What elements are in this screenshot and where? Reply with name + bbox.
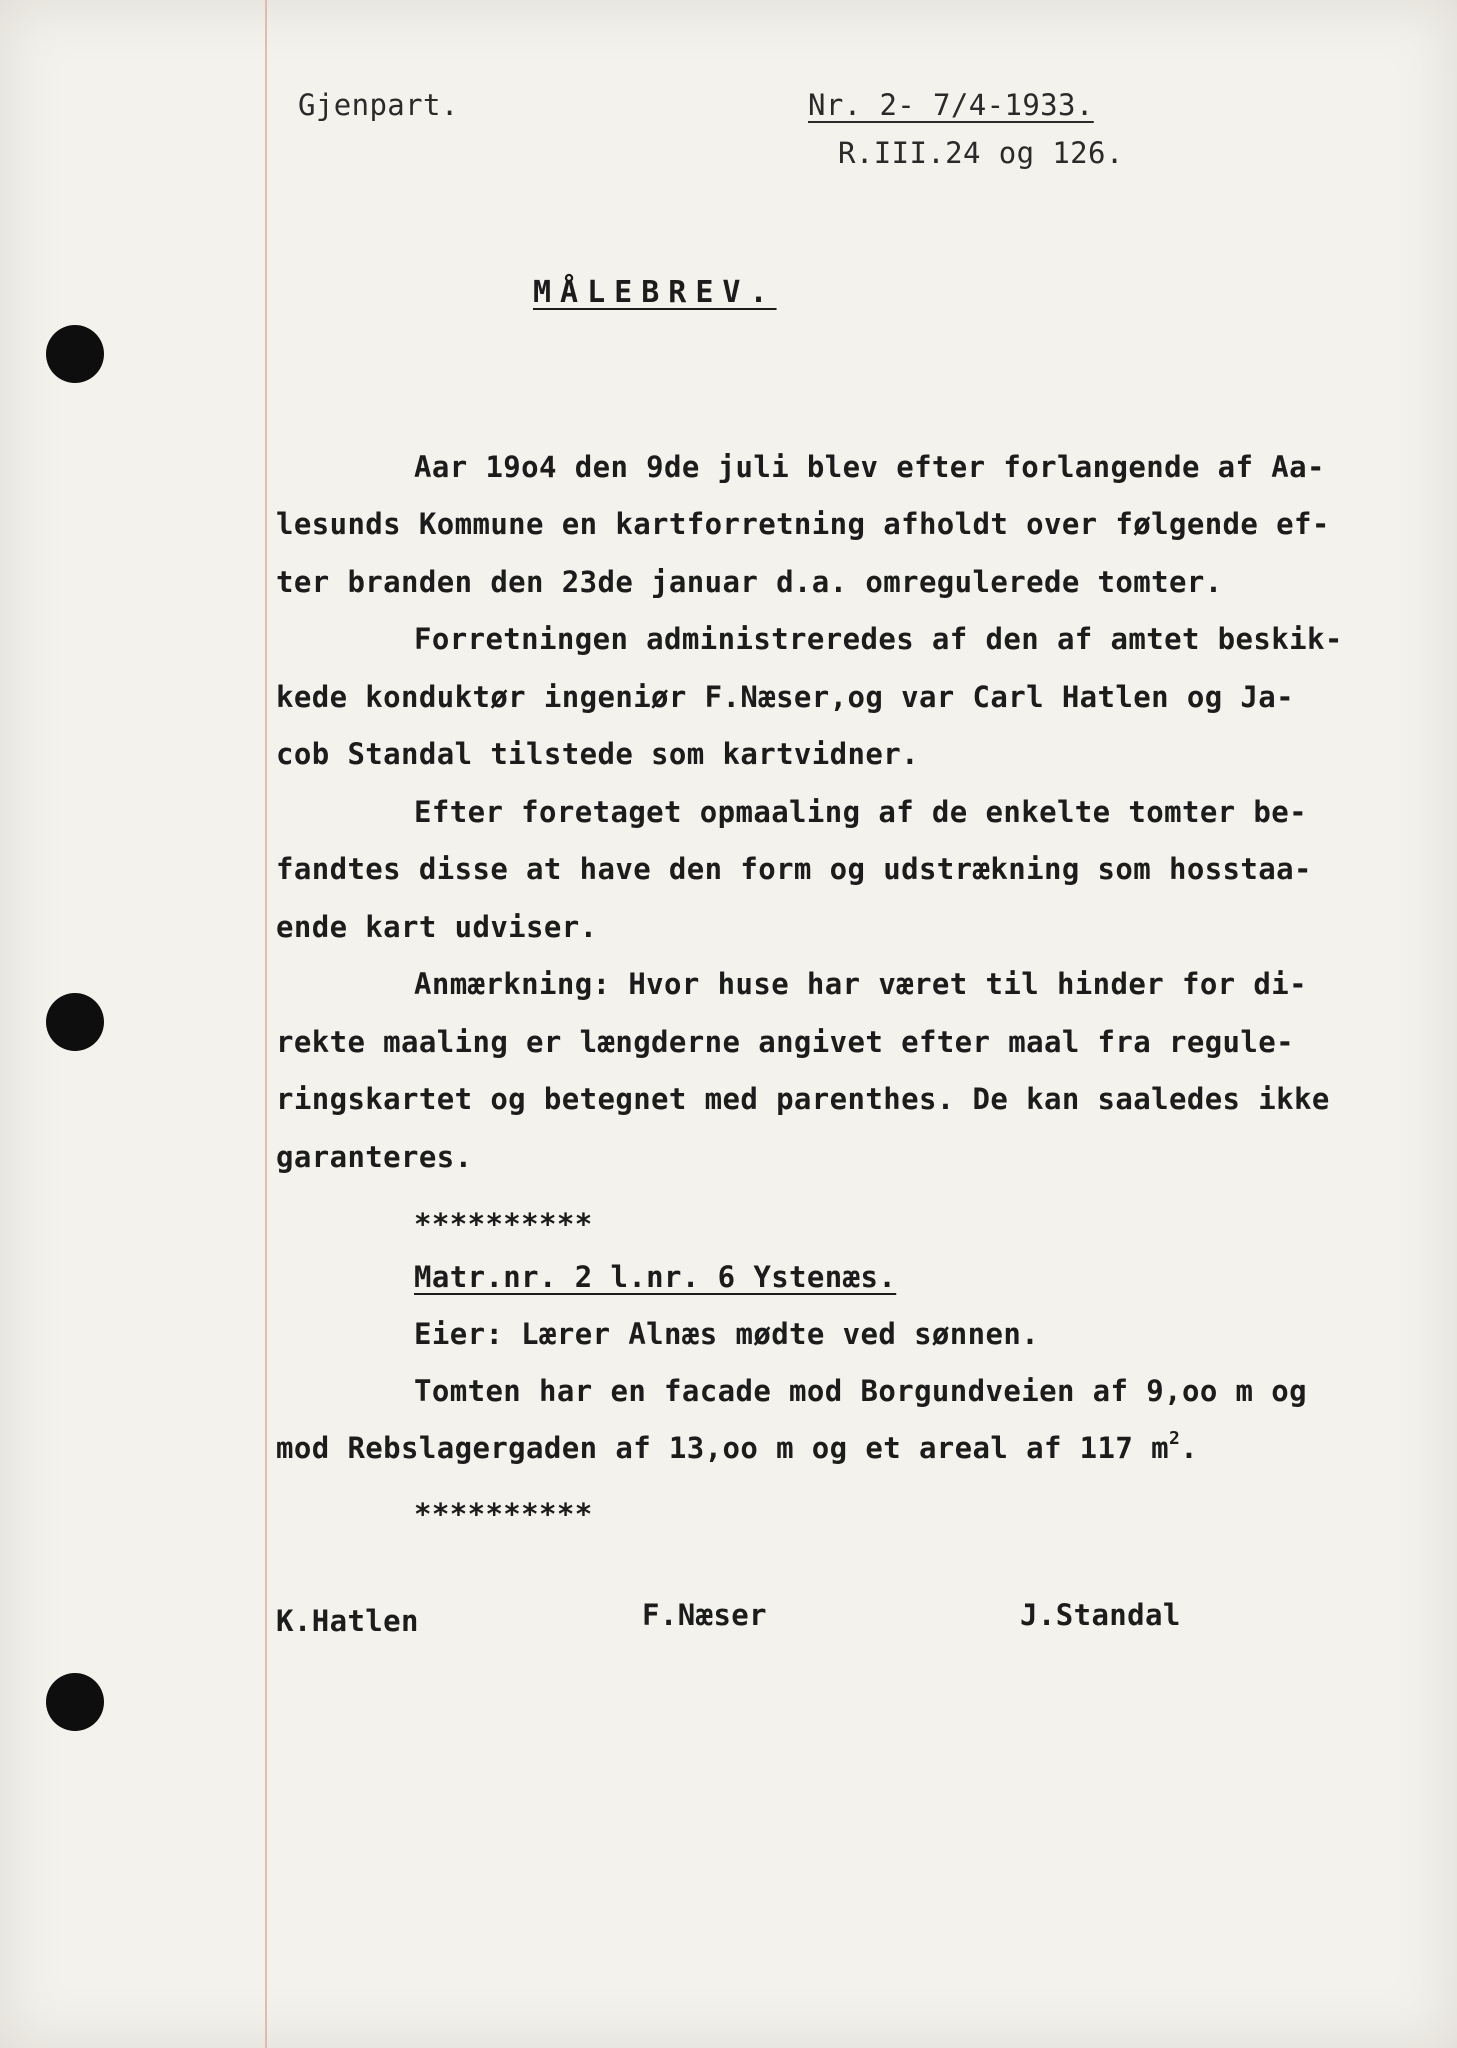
body-line: garanteres. xyxy=(276,1140,473,1174)
body-line: kede konduktør ingeniør F.Næser,og var Carl Hatlen og Ja- xyxy=(276,680,1294,714)
body-line: Aar 19o4 den 9de juli blev efter forlangende af Aa- xyxy=(414,450,1325,484)
body-line: Anmærkning: Hvor huse har været til hinder for di- xyxy=(414,967,1307,1001)
document-reference: R.III.24 og 126. xyxy=(838,136,1124,170)
body-line: lesunds Kommune en kartforretning afholdt over følgende ef- xyxy=(276,507,1330,541)
separator: ********** xyxy=(414,1207,593,1241)
area-superscript: 2 xyxy=(1168,1428,1181,1449)
facade-area-line xyxy=(276,1428,1199,1465)
body-line: ende kart udviser. xyxy=(276,910,598,944)
signature-hatlen: K.Hatlen xyxy=(276,1604,419,1638)
document-title: MÅLEBREV. xyxy=(533,275,777,310)
body-line: rekte maaling er længderne angivet efter maal fra regule- xyxy=(276,1025,1294,1059)
area-period: . xyxy=(1180,1431,1199,1465)
punch-hole xyxy=(46,325,104,383)
owner-line: Eier: Lærer Alnæs mødte ved sønnen. xyxy=(414,1317,1040,1351)
body-line: ringskartet og betegnet med parenthes. De kan saaledes ikke xyxy=(276,1082,1330,1116)
body-line: cob Standal tilstede som kartvidner. xyxy=(276,737,919,771)
facade-line: Tomten har en facade mod Borgundveien af 9,oo m og xyxy=(414,1374,1307,1408)
matrikel-heading: Matr.nr. 2 l.nr. 6 Ystenæs. xyxy=(414,1260,897,1294)
copy-label: Gjenpart. xyxy=(298,88,459,122)
body-line: fandtes disse at have den form og udstrækning som hosstaa- xyxy=(276,852,1312,886)
punch-hole xyxy=(46,993,104,1051)
signature-naeser: F.Næser xyxy=(642,1598,768,1632)
body-line: Efter foretaget opmaaling af de enkelte tomter be- xyxy=(414,795,1307,829)
separator: ********** xyxy=(414,1497,593,1531)
body-line: ter branden den 23de januar d.a. omregulerede tomter. xyxy=(276,565,1223,599)
document-number-date: Nr. 2- 7/4-1933. xyxy=(808,88,1094,122)
body-line: Forretningen administreredes af den af amtet beskik- xyxy=(414,622,1343,656)
signature-standal: J.Standal xyxy=(1020,1598,1181,1632)
facade-area-text: mod Rebslagergaden af 13,oo m og et areal af 117 m xyxy=(276,1431,1169,1465)
margin-rule xyxy=(265,0,267,2048)
punch-hole xyxy=(46,1673,104,1731)
